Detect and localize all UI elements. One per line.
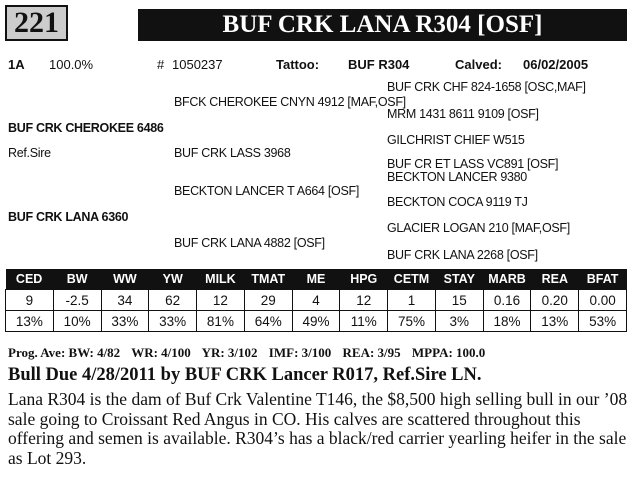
epd-header-milk: MILK xyxy=(197,269,245,290)
animal-name: BUF CRK LANA R304 [OSF] xyxy=(138,9,627,41)
pedigree-g7: GLACIER LOGAN 210 [MAF,OSF] xyxy=(387,221,570,235)
epd-percentile: 13% xyxy=(531,311,579,332)
epd-table xyxy=(5,269,627,332)
epd-value-row xyxy=(6,290,627,311)
epd-percentile: 53% xyxy=(579,311,627,332)
percent-value: 100.0% xyxy=(49,57,94,72)
epd-header-tmat: TMAT xyxy=(244,269,292,290)
epd-value: 62 xyxy=(149,290,197,311)
pedigree-g8: BUF CRK LANA 2268 [OSF] xyxy=(387,248,538,262)
epd-header-ced: CED xyxy=(6,269,54,290)
epd-value: 0.20 xyxy=(531,290,579,311)
epd-percentile: 3% xyxy=(435,311,483,332)
epd-percentile-row xyxy=(6,311,627,332)
pedigree-g4: BUF CR ET LASS VC891 [OSF] xyxy=(387,157,559,171)
epd-value: 9 xyxy=(6,290,54,311)
epd-value: 12 xyxy=(340,290,388,311)
epd-percentile: 10% xyxy=(53,311,101,332)
progeny-bw: Prog. Ave: BW: 4/82 xyxy=(8,345,121,360)
pedigree-g5: BECKTON LANCER 9380 xyxy=(387,170,527,184)
progeny-mppa: MPPA: 100.0 xyxy=(411,345,486,360)
pedigree-dam: BUF CRK LANA 6360 xyxy=(8,210,129,224)
epd-header-hpg: HPG xyxy=(340,269,388,290)
pedigree-sire-sire: BFCK CHEROKEE CNYN 4912 [MAF,OSF] xyxy=(174,95,406,109)
pedigree-sire-note: Ref.Sire xyxy=(8,146,51,160)
epd-header-marb: MARB xyxy=(483,269,531,290)
registration-number: 1050237 xyxy=(172,57,223,72)
lot-description: Lana R304 is the dam of Buf Crk Valentine T146, the $8,500 high selling bull in our ’08 sale going to Croissant Red Angus in CO. His calves are scattered throughout this offering and semen is available. R304’s has a black/red carrier yearling heifer in the sale as Lot 293. xyxy=(8,389,628,468)
epd-percentile: 81% xyxy=(197,311,245,332)
tattoo-value: BUF R304 xyxy=(348,57,410,72)
calved-label: Calved: xyxy=(455,57,502,72)
calved-value: 06/02/2005 xyxy=(523,57,589,72)
epd-value: 4 xyxy=(292,290,340,311)
pedigree-g3: GILCHRIST CHIEF W515 xyxy=(387,133,525,147)
progeny-yr: YR: 3/102 xyxy=(201,345,258,360)
epd-value: -2.5 xyxy=(53,290,101,311)
epd-value: 0.00 xyxy=(579,290,627,311)
epd-value: 34 xyxy=(101,290,149,311)
epd-percentile: 33% xyxy=(149,311,197,332)
pedigree-sire: BUF CRK CHEROKEE 6486 xyxy=(8,121,164,135)
epd-percentile: 49% xyxy=(292,311,340,332)
epd-header-bfat: BFAT xyxy=(579,269,627,290)
epd-header-stay: STAY xyxy=(435,269,483,290)
epd-value: 12 xyxy=(197,290,245,311)
epd-value: 0.16 xyxy=(483,290,531,311)
lot-code: 1A xyxy=(8,57,25,72)
epd-percentile: 33% xyxy=(101,311,149,332)
epd-header-row xyxy=(6,269,627,290)
pedigree-dam-sire: BECKTON LANCER T A664 [OSF] xyxy=(174,184,360,198)
epd-percentile: 75% xyxy=(388,311,436,332)
epd-header-bw: BW xyxy=(53,269,101,290)
epd-value: 29 xyxy=(244,290,292,311)
pedigree-sire-dam: BUF CRK LASS 3968 xyxy=(174,146,291,160)
epd-percentile: 13% xyxy=(6,311,54,332)
lot-number: 221 xyxy=(5,5,68,41)
epd-header-yw: YW xyxy=(149,269,197,290)
tattoo-label: Tattoo: xyxy=(276,57,320,72)
epd-percentile: 18% xyxy=(483,311,531,332)
progeny-summary xyxy=(8,345,493,361)
epd-header-ww: WW xyxy=(101,269,149,290)
epd-header-me: ME xyxy=(292,269,340,290)
epd-header-cetm: CETM xyxy=(388,269,436,290)
registration-prefix: # xyxy=(157,57,165,72)
bull-due-line: Bull Due 4/28/2011 by BUF CRK Lancer R017, Ref.Sire LN. xyxy=(8,365,482,385)
pedigree-g6: BECKTON COCA 9119 TJ xyxy=(387,195,528,209)
epd-percentile: 64% xyxy=(244,311,292,332)
pedigree-g1: BUF CRK CHF 824-1658 [OSC,MAF] xyxy=(387,80,586,94)
progeny-imf: IMF: 3/100 xyxy=(268,345,332,360)
progeny-rea: REA: 3/95 xyxy=(342,345,401,360)
epd-percentile: 11% xyxy=(340,311,388,332)
pedigree-g2: MRM 1431 8611 9109 [OSF] xyxy=(387,107,539,121)
epd-value: 1 xyxy=(388,290,436,311)
epd-header-rea: REA xyxy=(531,269,579,290)
pedigree-dam-dam: BUF CRK LANA 4882 [OSF] xyxy=(174,236,325,250)
progeny-wr: WR: 4/100 xyxy=(131,345,191,360)
epd-value: 15 xyxy=(435,290,483,311)
